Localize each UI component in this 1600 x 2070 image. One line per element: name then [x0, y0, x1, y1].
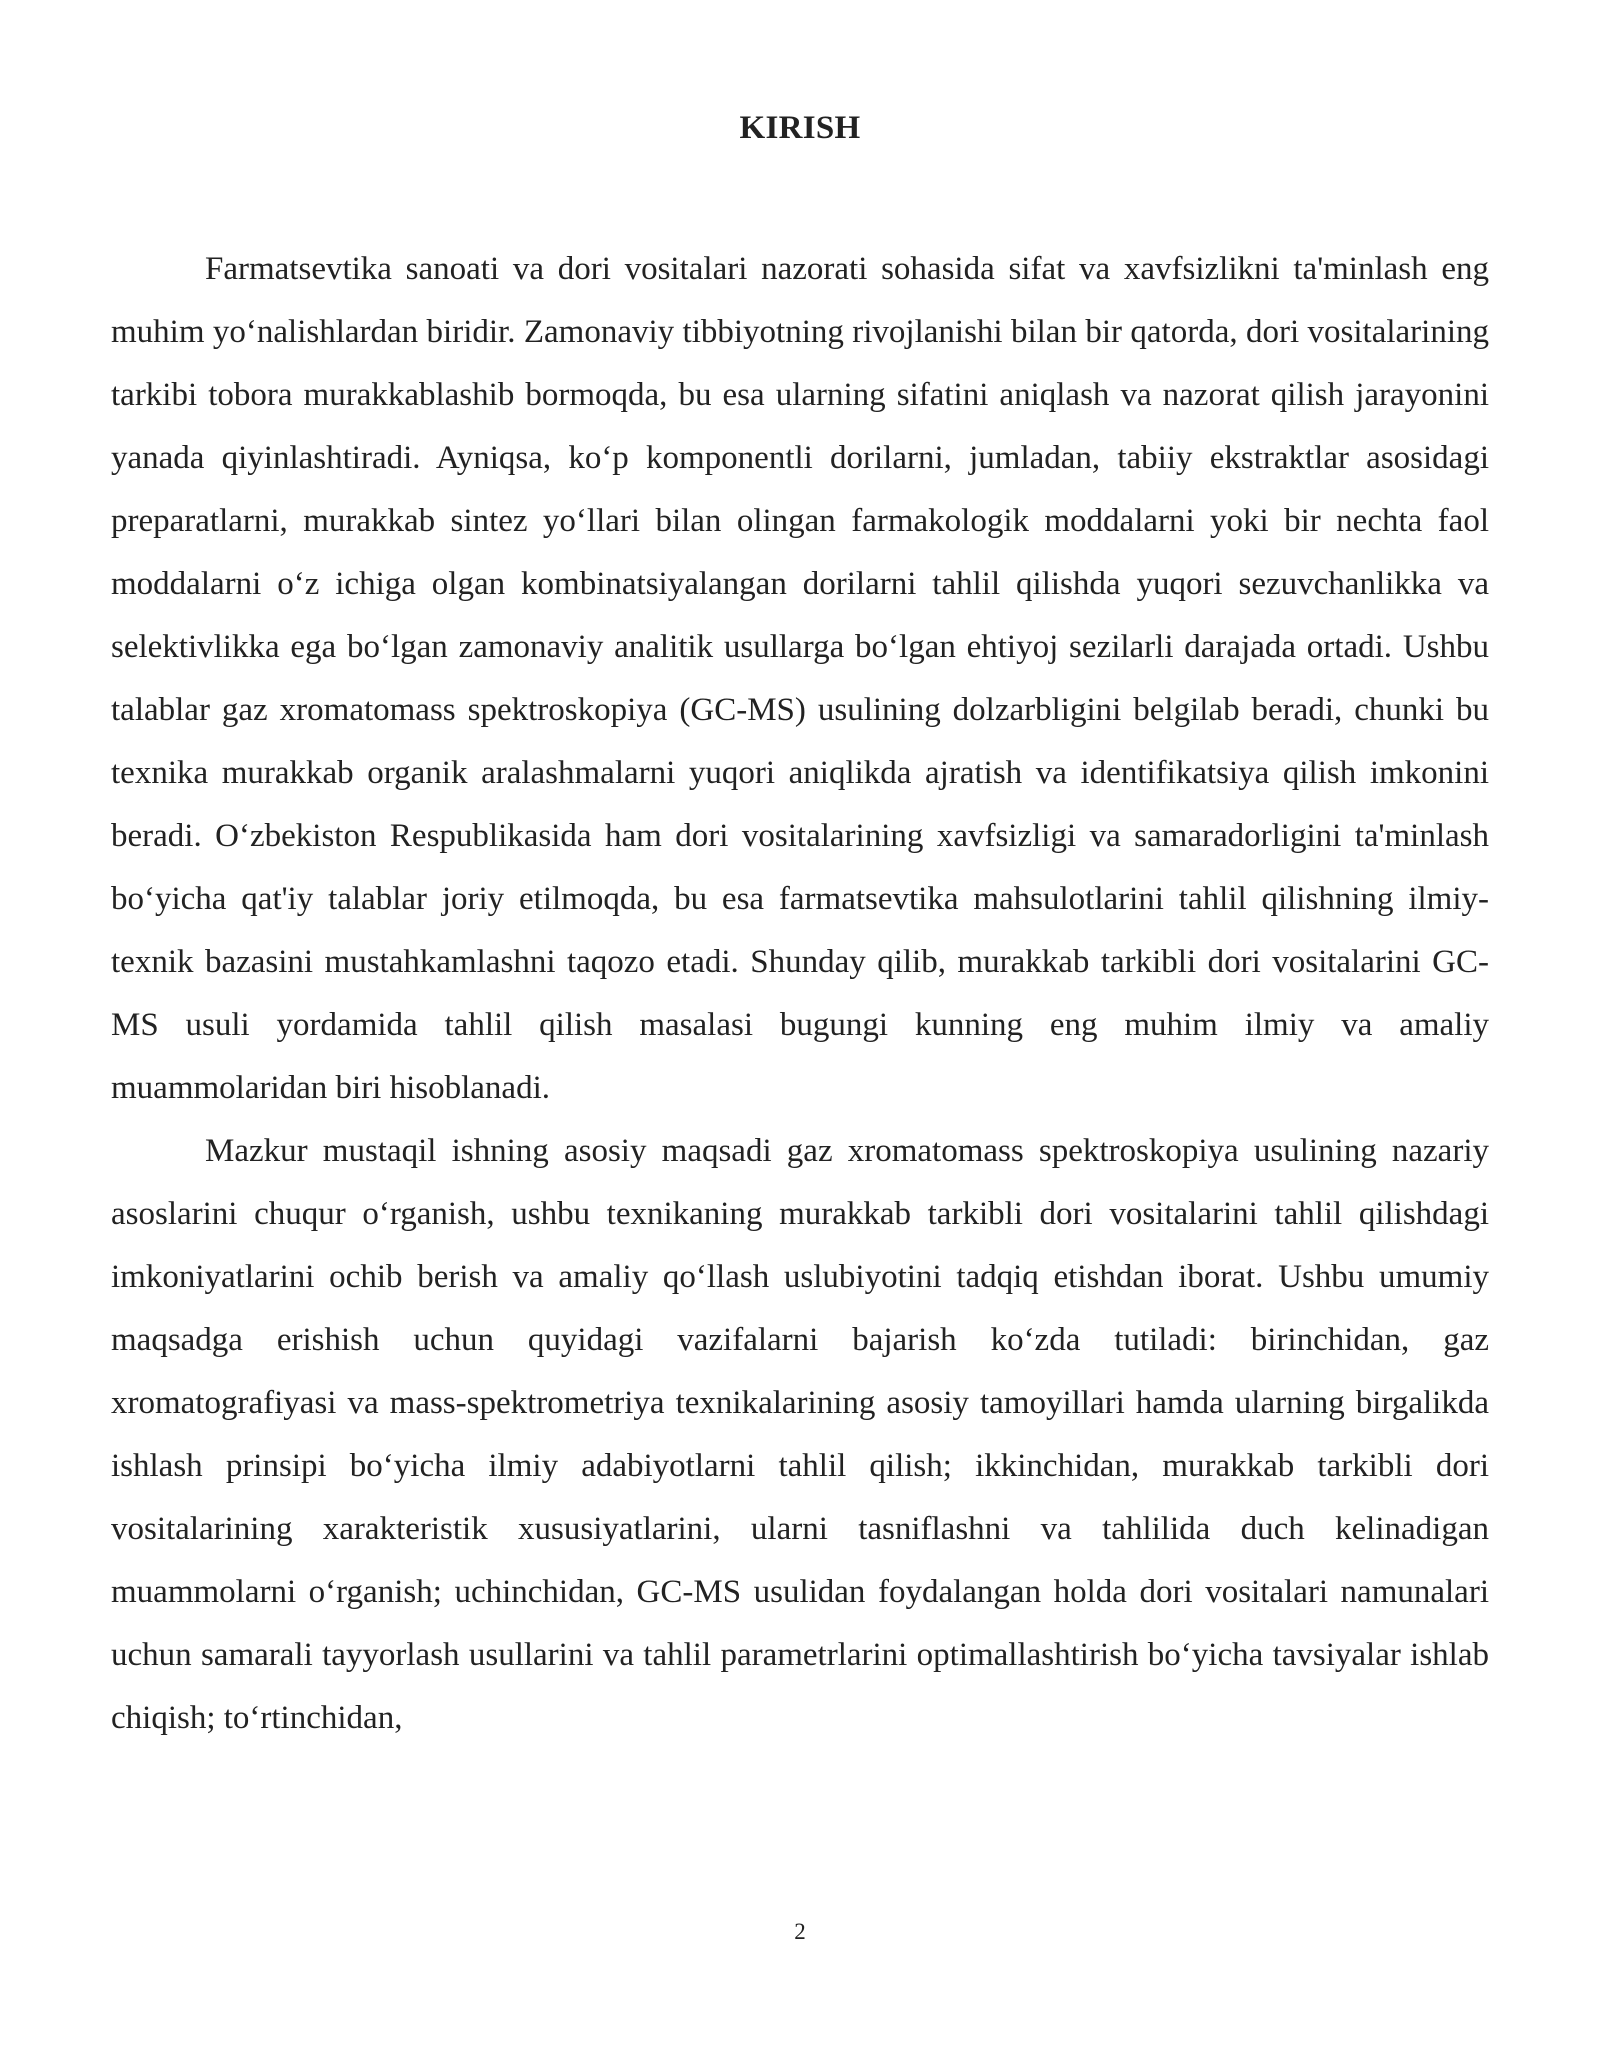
body-text [111, 238, 1489, 1750]
page-number: 2 [794, 1919, 806, 1944]
paragraph-1: Farmatsevtika sanoati va dori vositalari nazorati sohasida sifat va xavfsizlikni ta'minlash eng muhim yo‘nalishlardan biridir. Zamonaviy tibbiyotning rivojlanishi bilan bir qatorda, dori vositalarining tarkibi tobora murakkablashib bormoqda, bu esa ularning sifatini aniqlash va nazorat qilish jarayonini yanada qiyinlashtiradi. Ayniqsa, ko‘p komponentli dorilarni, jumladan, tabiiy ekstraktlar asosidagi preparatlarni, murakkab sintez yo‘llari bilan olingan farmakologik moddalarni yoki bir nechta faol moddalarni o‘z ichiga olgan kombinatsiyalangan dorilarni tahlil qilishda yuqori sezuvchanlikka va selektivlikka ega bo‘lgan zamonaviy analitik usullarga bo‘lgan ehtiyoj sezilarli darajada ortadi. Ushbu talablar gaz xromatomass spektroskopiya (GC-MS) usulining dolzarbligini belgilab beradi, chunki bu texnika murakkab organik aralashmalarni yuqori aniqlikda ajratish va identifikatsiya qilish imkonini beradi. O‘zbekiston Respublikasida ham dori vositalarining xavfsizligi va samaradorligini ta'minlash bo‘yicha qat'iy talablar joriy etilmoqda, bu esa farmatsevtika mahsulotlarini tahlil qilishning ilmiy-texnik bazasini mustahkamlashni taqozo etadi. Shunday qilib, murakkab tarkibli dori vositalarini GC-MS usuli yordamida tahlil qilish masalasi bugungi kunning eng muhim ilmiy va amaliy muammolaridan biri hisoblanadi. [111, 251, 1489, 1106]
paragraph-2: Mazkur mustaqil ishning asosiy maqsadi gaz xromatomass spektroskopiya usulining nazariy asoslarini chuqur o‘rganish, ushbu texnikaning murakkab tarkibli dori vositalarini tahlil qilishdagi imkoniyatlarini ochib berish va amaliy qo‘llash uslubiyotini tadqiq etishdan iborat. Ushbu umumiy maqsadga erishish uchun quyidagi vazifalarni bajarish ko‘zda tutiladi: birinchidan, gaz xromatografiyasi va mass-spektrometriya texnikalarining asosiy tamoyillari hamda ularning birgalikda ishlash prinsipi bo‘yicha ilmiy adabiyotlarni tahlil qilish; ikkinchidan, murakkab tarkibli dori vositalarining xarakteristik xususiyatlarini, ularni tasniflashni va tahlilida duch kelinadigan muammolarni o‘rganish; uchinchidan, GC-MS usulidan foydalangan holda dori vositalari namunalari uchun samarali tayyorlash usullarini va tahlil parametrlarini optimallashtirish bo‘yicha tavsiyalar ishlab chiqish; to‘rtinchidan, [111, 1133, 1489, 1736]
page-title: KIRISH [739, 110, 861, 146]
